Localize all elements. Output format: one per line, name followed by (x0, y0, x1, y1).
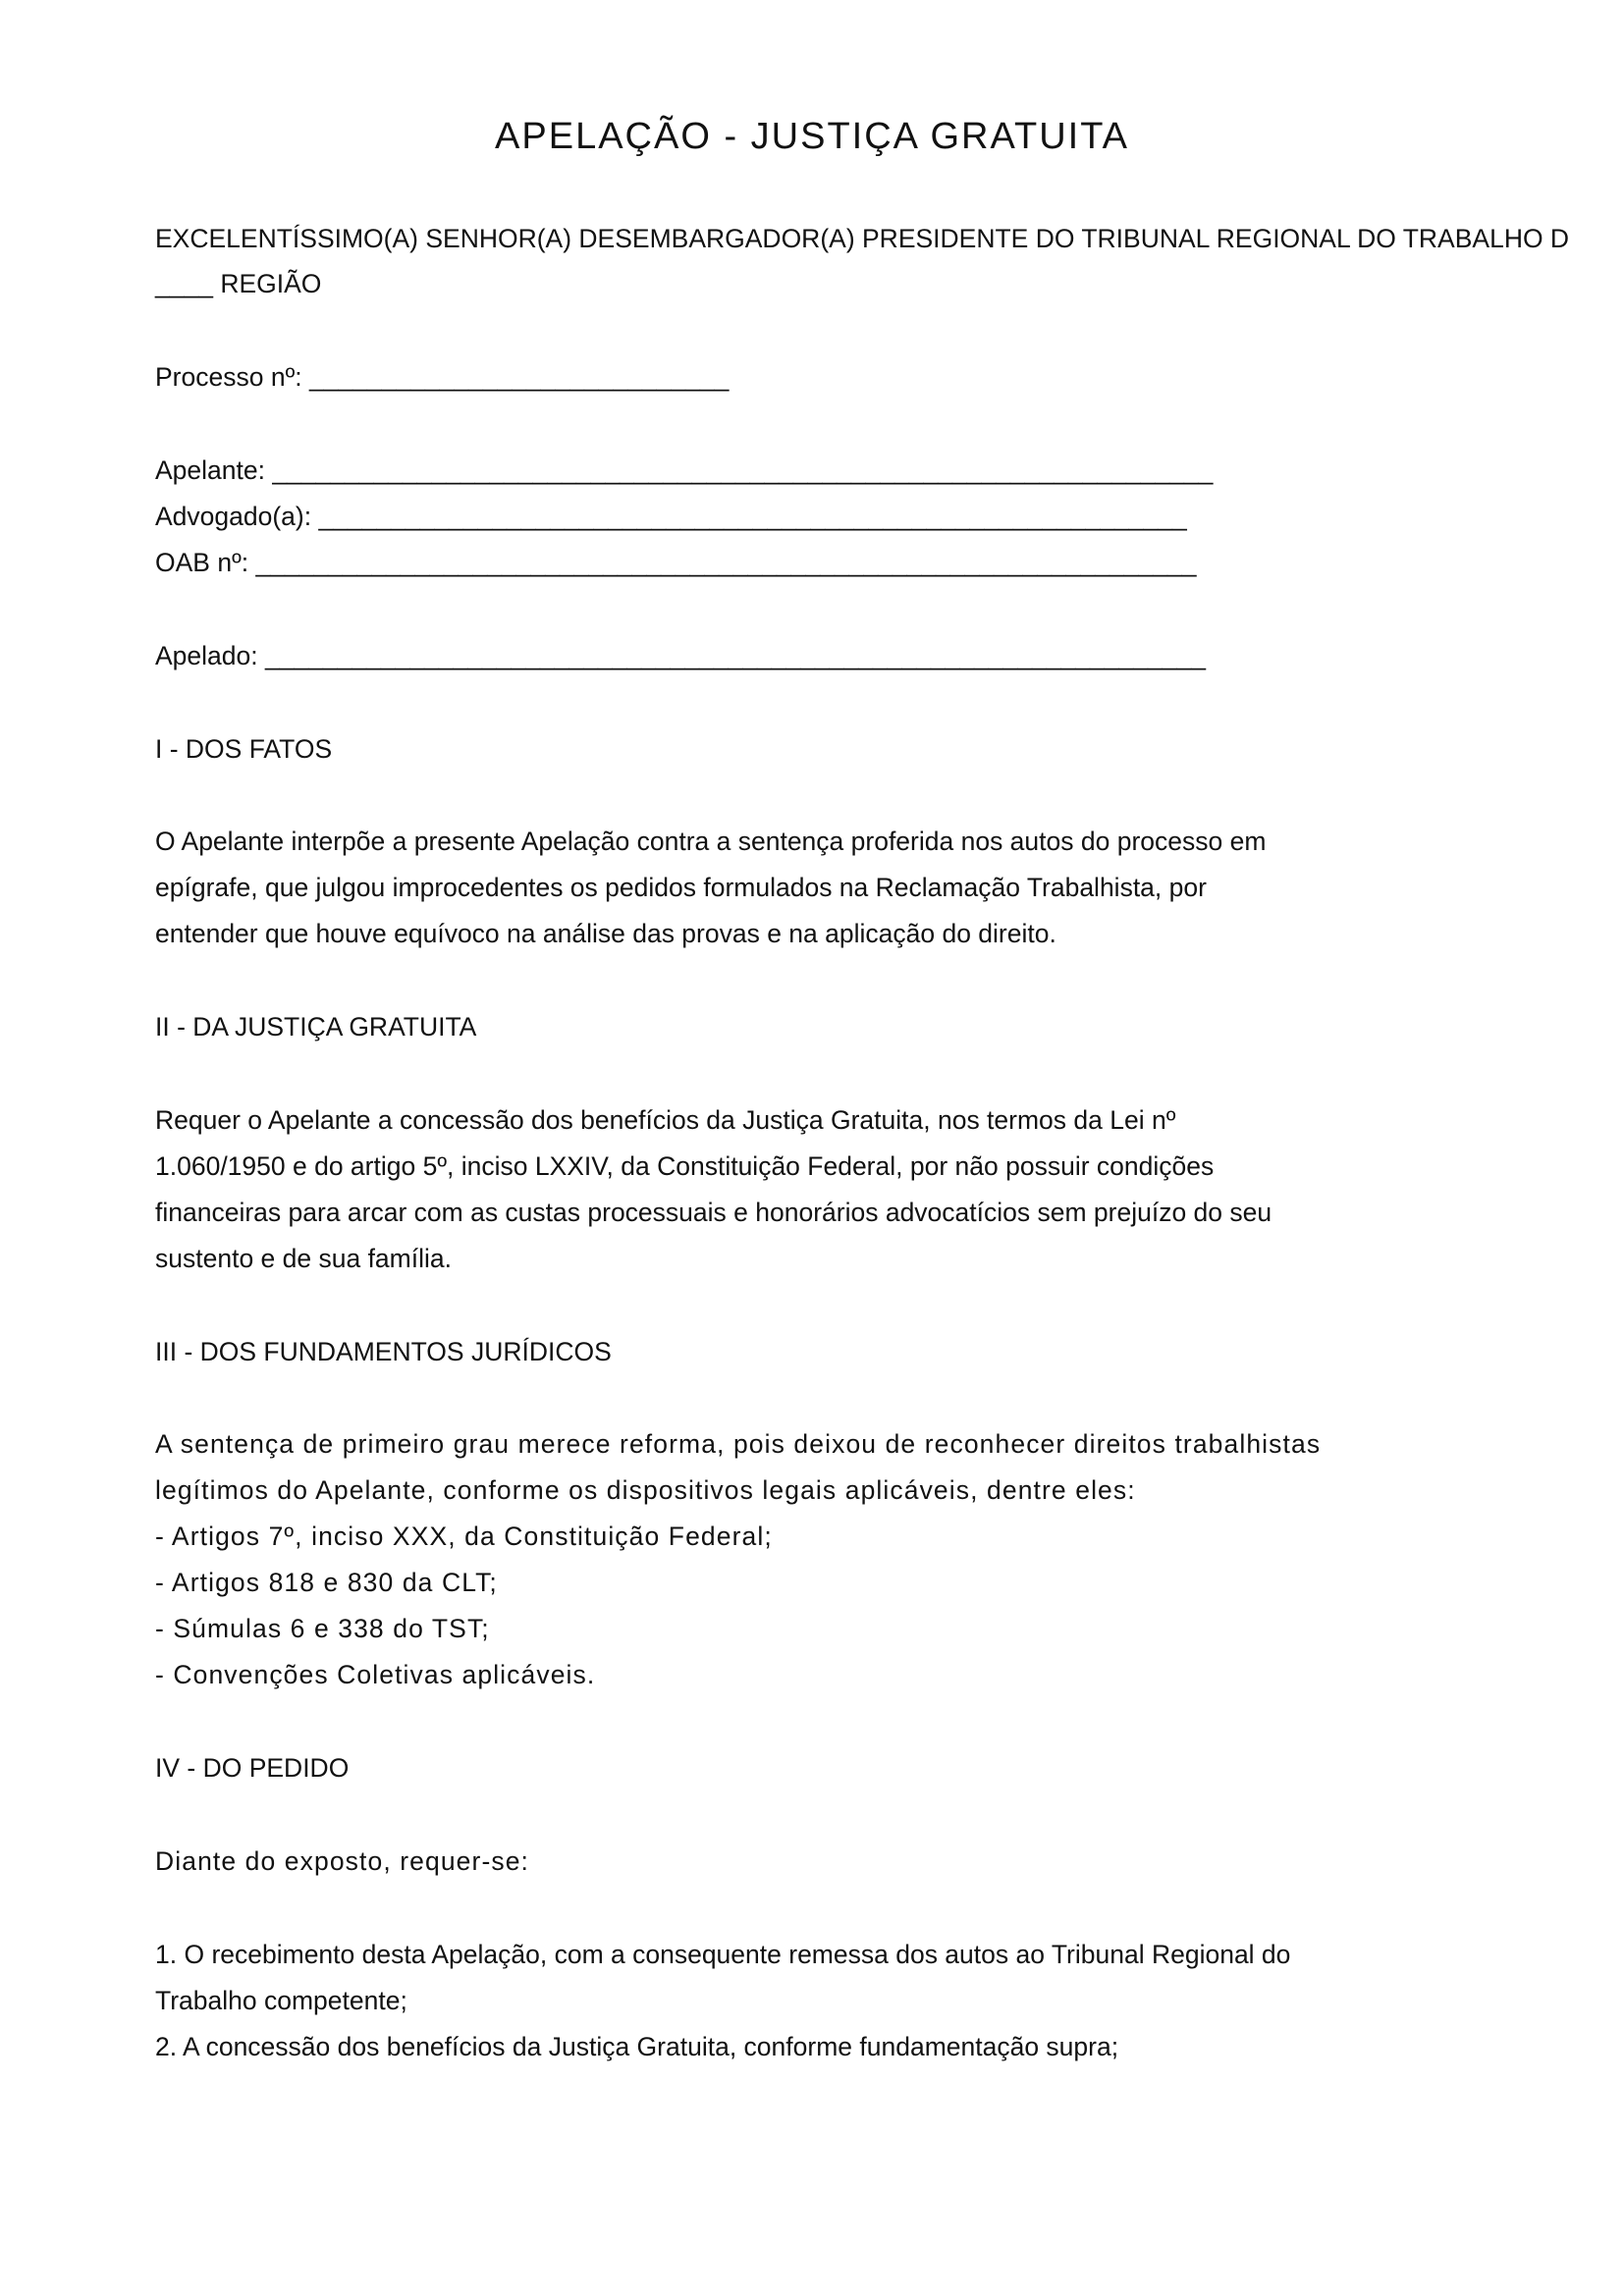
addressee-line-2: ____ REGIÃO (155, 269, 322, 298)
fatos-line: entender que houve equívoco na análise das provas e na aplicação do direito. (155, 919, 1056, 948)
fundamentos-list-item: - Artigos 7º, inciso XXX, da Constituição Federal; (155, 1522, 773, 1551)
section-heading-fundamentos: III - DOS FUNDAMENTOS JURÍDICOS (155, 1337, 612, 1366)
fundamentos-line: legítimos do Apelante, conforme os dispositivos legais aplicáveis, dentre eles: (155, 1475, 1136, 1505)
oab-field: OAB nº: _________________________________________________________________ (155, 548, 1197, 577)
addressee-line-1: EXCELENTÍSSIMO(A) SENHOR(A) DESEMBARGADOR(A) PRESIDENTE DO TRIBUNAL REGIONAL DO TRABALHO D (155, 224, 1570, 253)
fundamentos-list-item: - Súmulas 6 e 338 do TST; (155, 1614, 490, 1643)
advogado-field: Advogado(a): ____________________________________________________________ (155, 502, 1187, 531)
fundamentos-list-item: - Convenções Coletivas aplicáveis. (155, 1660, 596, 1689)
justica-line: 1.060/1950 e do artigo 5º, inciso LXXIV, da Constituição Federal, por não possuir condições (155, 1151, 1215, 1181)
fundamentos-line: A sentença de primeiro grau merece reforma, pois deixou de reconhecer direitos trabalhistas (155, 1429, 1322, 1459)
processo-field: Processo nº: _____________________________ (155, 362, 730, 392)
justica-line: Requer o Apelante a concessão dos benefícios da Justiça Gratuita, nos termos da Lei nº (155, 1105, 1176, 1135)
section-heading-justica: II - DA JUSTIÇA GRATUITA (155, 1012, 477, 1041)
section-heading-fatos: I - DOS FATOS (155, 734, 333, 764)
apelado-field: Apelado: _________________________________________________________________ (155, 641, 1206, 670)
document-title: APELAÇÃO - JUSTIÇA GRATUITA (495, 116, 1129, 157)
fundamentos-list-item: - Artigos 818 e 830 da CLT; (155, 1568, 498, 1597)
apelante-field: Apelante: _________________________________________________________________ (155, 455, 1214, 485)
pedido-line: 1. O recebimento desta Apelação, com a consequente remessa dos autos ao Tribunal Regional do (155, 1940, 1291, 1969)
section-heading-pedido: IV - DO PEDIDO (155, 1753, 350, 1783)
justica-line: financeiras para arcar com as custas processuais e honorários advocatícios sem prejuízo do seu (155, 1198, 1272, 1227)
pedido-line: Trabalho competente; (155, 1986, 407, 2015)
fatos-line: epígrafe, que julgou improcedentes os pedidos formulados na Reclamação Trabalhista, por (155, 873, 1207, 902)
pedido-intro: Diante do exposto, requer-se: (155, 1846, 530, 1876)
pedido-line: 2. A concessão dos benefícios da Justiça Gratuita, conforme fundamentação supra; (155, 2032, 1119, 2061)
fatos-line: O Apelante interpõe a presente Apelação contra a sentença proferida nos autos do processo em (155, 827, 1267, 856)
justica-line: sustento e de sua família. (155, 1244, 452, 1273)
